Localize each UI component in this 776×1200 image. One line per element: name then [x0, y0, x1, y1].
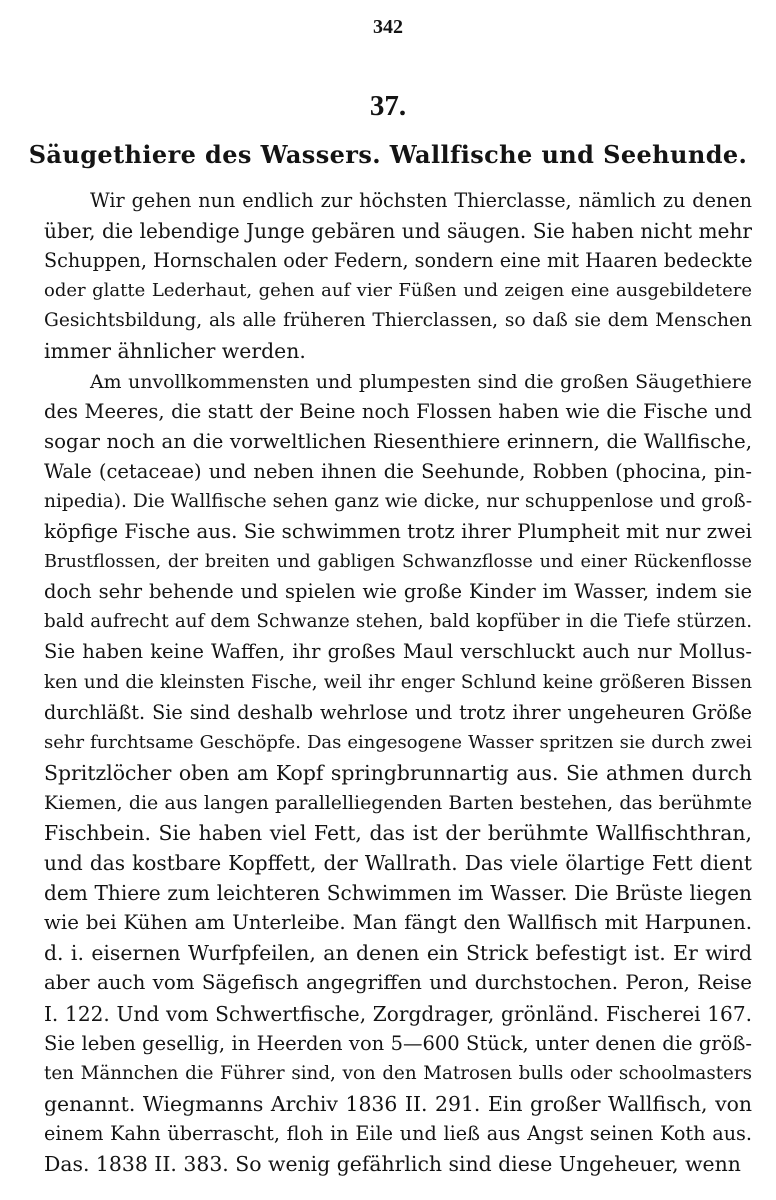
text-line: durchläßt. Sie sind deshalb wehrlose und trotz ihrer ungeheuren Größe	[44, 700, 752, 724]
text-line: köpfige Fische aus. Sie schwimmen trotz ihrer Plumpheit mit nur zwei	[44, 520, 752, 544]
paragraph	[44, 367, 752, 1180]
text-line: Das. 1838 II. 383. So wenig gefährlich sind diese Ungeheuer, wenn	[44, 1152, 741, 1176]
text-line: Wir gehen nun endlich zur höchsten Thierclasse, nämlich zu denen	[90, 189, 752, 212]
chapter-title: Säugethiere des Wassers. Wallfische und Seehunde.	[28, 140, 748, 169]
text-line: dem Thiere zum leichteren Schwimmen im Wasser. Die Brüste liegen	[44, 881, 752, 906]
text-line: Sie leben gesellig, in Heerden von 5—600 Stück, unter denen die größ-	[44, 1031, 752, 1055]
text-line: Spritzlöcher oben am Kopf springbrunnartig aus. Sie athmen durch	[44, 760, 752, 785]
text-line: Schuppen, Hornschalen oder Federn, sondern eine mit Haaren bedeckte	[44, 249, 753, 273]
text-line: immer ähnlicher werden.	[44, 339, 306, 364]
text-line: genannt. Wiegmanns Archiv 1836 II. 291. Ein großer Wallfisch, von	[44, 1091, 752, 1116]
text-line: nipedia). Die Wallfische sehen ganz wie dicke, nur schuppenlose und groß-	[44, 490, 752, 512]
text-line: Fischbein. Sie haben viel Fett, das ist der berühmte Wallfischthran,	[44, 820, 752, 845]
text-line: über, die lebendige Junge gebären und säugen. Sie haben nicht mehr	[44, 219, 752, 244]
page-number: 342	[373, 16, 403, 38]
text-line: einem Kahn überrascht, floh in Eile und ließ aus Angst seinen Koth aus.	[44, 1121, 752, 1145]
chapter-number: 37.	[369, 90, 407, 122]
text-line: Kiemen, die aus langen parallelliegenden Barten bestehen, das berühmte	[44, 791, 752, 814]
text-line: oder glatte Lederhaut, gehen auf vier Füßen und zeigen eine ausgebildetere	[44, 280, 752, 302]
text-line: ten Männchen die Führer sind, von den Matrosen bulls oder schoolmasters	[44, 1062, 752, 1084]
body-text	[44, 186, 752, 1179]
text-line: Brustflossen, der breiten und gabligen Schwanzflosse und einer Rückenflosse	[44, 552, 752, 573]
text-line: und das kostbare Kopffett, der Wallrath. Das viele ölartige Fett dient	[44, 851, 752, 876]
text-line: d. i. eisernen Wurfpfeilen, an denen ein Strick befestigt ist. Er wird	[44, 941, 752, 966]
paragraph	[44, 186, 752, 367]
text-line: bald aufrecht auf dem Schwanze stehen, bald kopfüber in die Tiefe stürzen.	[44, 611, 752, 633]
text-line: aber auch vom Sägefisch angegriffen und durchstochen. Peron, Reise	[44, 971, 752, 995]
text-line: sehr furchtsame Geschöpfe. Das eingesogene Wasser spritzen sie durch zwei	[44, 731, 752, 753]
text-line: doch sehr behende und spielen wie große Kinder im Wasser, indem sie	[44, 580, 752, 604]
text-line: Sie haben keine Waffen, ihr großes Maul verschluckt auch nur Mollus-	[44, 640, 752, 664]
text-line: sogar noch an die vorweltlichen Riesenthiere erinnern, die Wallfische,	[44, 429, 752, 453]
text-line: Gesichtsbildung, als alle früheren Thierclassen, so daß sie dem Menschen	[44, 310, 752, 332]
text-line: ken und die kleinsten Fische, weil ihr enger Schlund keine größeren Bissen	[44, 671, 752, 693]
text-line: wie bei Kühen am Unterleibe. Man fängt den Wallfisch mit Harpunen.	[44, 911, 752, 935]
text-line: Wale (cetaceae) und neben ihnen die Seehunde, Robben (phocina, pin-	[44, 459, 752, 483]
text-line: des Meeres, die statt der Beine noch Flossen haben wie die Fische und	[44, 399, 752, 423]
text-line: Am unvollkommensten und plumpesten sind die großen Säugethiere	[90, 370, 752, 393]
text-line: I. 122. Und vom Schwertfische, Zorgdrager, grönländ. Fischerei 167.	[44, 1001, 752, 1026]
